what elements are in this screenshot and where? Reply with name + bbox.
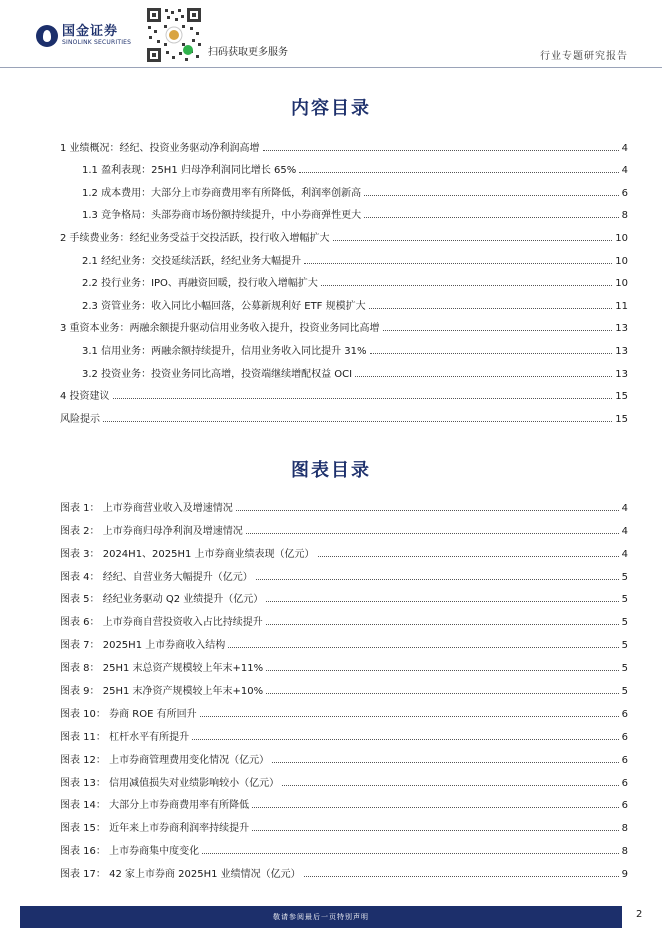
toc-entry[interactable] [60,537,628,560]
toc-leader-dots [113,397,613,399]
toc-entry[interactable] [60,199,628,222]
toc-entry-label: 1 业绩概况：经纪、投资业务驱动净利润高增 [60,142,260,154]
toc-entry-page: 13 [615,368,628,380]
toc-entry[interactable] [60,380,628,403]
toc-entry-label: 2.3 资管业务：收入同比小幅回落，公募新规利好 ETF 规模扩大 [82,300,366,312]
toc-entry-label: 风险提示 [60,413,100,425]
toc-entry-page: 5 [621,617,628,629]
toc-entry[interactable] [60,857,628,880]
toc-entry-page: 6 [621,187,628,199]
toc-entry-page: 15 [615,413,628,425]
toc-entry-label: 图表 5： 经纪业务驱动 Q2 业绩提升（亿元） [60,594,264,606]
toc-leader-dots [304,262,612,264]
content-toc-title: 内容目录 [291,98,371,119]
brand-name-cn: 国金证券 [62,24,119,39]
brand-logo [36,25,131,47]
toc-leader-dots [364,216,619,218]
toc-entry-page: 15 [615,391,628,403]
report-type-label: 行业专题研究报告 [540,51,628,62]
toc-leader-dots [200,715,619,717]
footer-bar [20,906,622,928]
toc-leader-dots [282,784,619,786]
toc-entry-label: 图表 8： 25H1 末总资产规模较上年末+11% [60,663,264,675]
toc-entry[interactable] [60,491,628,514]
toc-entry[interactable] [60,560,628,583]
content-toc-list [60,131,628,425]
toc-entry-page: 5 [621,663,628,675]
toc-entry-label: 图表 6： 上市券商自营投资收入占比持续提升 [60,617,263,629]
toc-leader-dots [263,149,619,151]
toc-entry-label: 图表 17： 42 家上市券商 2025H1 业绩情况（亿元） [60,869,301,881]
toc-leader-dots [252,806,619,808]
toc-entry-page: 6 [621,800,628,812]
toc-entry-label: 1.3 竞争格局：头部券商市场份额持续提升，中小券商弹性更大 [82,210,362,222]
toc-entry-page: 5 [621,640,628,652]
figure-toc-list [60,491,628,880]
toc-leader-dots [192,738,619,740]
toc-leader-dots [299,171,618,173]
toc-entry[interactable] [60,651,628,674]
toc-entry-label: 2.1 经纪业务：交投延续活跃，经纪业务大幅提升 [82,255,302,267]
toc-entry-label: 图表 10： 券商 ROE 有所回升 [60,708,197,720]
toc-entry[interactable] [60,766,628,789]
page-header [0,0,662,70]
toc-leader-dots [333,239,613,241]
toc-entry-page: 4 [621,142,628,154]
toc-entry[interactable] [60,811,628,834]
toc-leader-dots [370,352,613,354]
toc-leader-dots [103,420,612,422]
toc-entry-page: 4 [621,525,628,537]
toc-leader-dots [355,375,612,377]
toc-entry-label: 图表 9： 25H1 末净资产规模较上年末+10% [60,686,264,698]
toc-entry[interactable] [60,221,628,244]
toc-entry[interactable] [60,312,628,335]
toc-entry[interactable] [60,176,628,199]
toc-entry-page: 11 [615,300,628,312]
toc-entry[interactable] [60,743,628,766]
toc-entry[interactable] [60,244,628,267]
toc-entry-page: 5 [621,686,628,698]
toc-entry-label: 3.2 投资业务：投资业务同比高增，投资端继续增配权益 OCI [82,368,353,380]
toc-entry-label: 图表 16： 上市券商集中度变化 [60,846,200,858]
toc-entry-page: 6 [621,731,628,743]
sinolink-logo-icon [36,25,58,47]
toc-leader-dots [369,307,613,309]
toc-leader-dots [304,875,619,877]
toc-entry-page: 6 [621,708,628,720]
toc-leader-dots [266,692,619,694]
toc-entry-page: 13 [615,345,628,357]
toc-entry-label: 2.2 投行业务：IPO、再融资回暖，投行收入增幅扩大 [82,278,318,290]
toc-leader-dots [383,329,613,331]
toc-entry[interactable] [60,674,628,697]
toc-entry-page: 9 [621,869,628,881]
toc-leader-dots [228,646,618,648]
toc-entry-label: 图表 11： 杠杆水平有所提升 [60,731,190,743]
toc-entry-label: 4 投资建议 [60,391,110,403]
toc-entry-label: 图表 12： 上市券商管理费用变化情况（亿元） [60,754,270,766]
toc-entry-page: 10 [615,278,628,290]
toc-leader-dots [266,669,619,671]
footer-disclaimer: 敬请参阅最后一页特别声明 [273,913,369,921]
toc-leader-dots [266,623,619,625]
toc-entry-page: 5 [621,594,628,606]
toc-entry[interactable] [60,720,628,743]
toc-entry[interactable] [60,697,628,720]
toc-entry[interactable] [60,834,628,857]
toc-entry[interactable] [60,289,628,312]
toc-entry-page: 4 [621,548,628,560]
toc-entry-page: 8 [621,846,628,858]
toc-entry-label: 图表 4： 经纪、自营业务大幅提升（亿元） [60,571,253,583]
toc-entry-page: 5 [621,571,628,583]
toc-entry-label: 图表 14： 大部分上市券商费用率有所降低 [60,800,250,812]
toc-entry[interactable] [60,514,628,537]
toc-entry-page: 4 [621,165,628,177]
toc-leader-dots [318,555,619,557]
toc-entry-page: 8 [621,823,628,835]
toc-entry-label: 图表 2： 上市券商归母净利润及增速情况 [60,525,243,537]
toc-entry-page: 4 [621,502,628,514]
toc-leader-dots [321,284,612,286]
toc-entry-label: 1.2 成本费用：大部分上市券商费用率有所降低，利润率创新高 [82,187,362,199]
toc-leader-dots [202,852,619,854]
toc-entry[interactable] [60,402,628,425]
toc-entry-page: 8 [621,210,628,222]
toc-entry-page: 10 [615,232,628,244]
page-number: 2 [636,909,643,920]
toc-entry[interactable] [60,131,628,154]
toc-leader-dots [256,578,619,580]
toc-entry-label: 图表 7： 2025H1 上市券商收入结构 [60,640,226,652]
toc-entry-label: 图表 3： 2024H1、2025H1 上市券商业绩表现（亿元） [60,548,315,560]
toc-entry-page: 13 [615,323,628,335]
header-divider [0,67,662,68]
toc-entry-label: 1.1 盈利表现：25H1 归母净利润同比增长 65% [82,165,297,177]
toc-entry-label: 图表 1： 上市券商营业收入及增速情况 [60,502,233,514]
toc-entry-label: 图表 15： 近年来上市券商利润率持续提升 [60,823,250,835]
toc-leader-dots [246,532,619,534]
toc-entry[interactable] [60,154,628,177]
toc-entry[interactable] [60,334,628,357]
toc-entry[interactable] [60,628,628,651]
toc-leader-dots [272,761,619,763]
scan-for-service-text: 扫码获取更多服务 [208,47,288,58]
toc-entry-label: 图表 13： 信用减值损失对业绩影响较小（亿元） [60,777,280,789]
toc-entry[interactable] [60,789,628,812]
toc-entry[interactable] [60,267,628,290]
toc-entry-label: 3.1 信用业务：两融余额持续提升，信用业务收入同比提升 31% [82,345,367,357]
toc-entry[interactable] [60,357,628,380]
toc-entry[interactable] [60,583,628,606]
toc-leader-dots [252,829,619,831]
brand-name-en: SINOLINK SECURITIES [62,39,132,46]
toc-leader-dots [236,509,619,511]
toc-entry-page: 6 [621,754,628,766]
toc-entry-label: 2 手续费业务：经纪业务受益于交投活跃，投行收入增幅扩大 [60,232,330,244]
figure-toc-title: 图表目录 [291,460,371,481]
toc-entry-label: 3 重资本业务：两融余额提升驱动信用业务收入提升，投资业务同比高增 [60,323,380,335]
toc-entry[interactable] [60,605,628,628]
toc-entry-page: 6 [621,777,628,789]
qr-code-icon[interactable] [145,6,203,64]
toc-leader-dots [364,194,619,196]
toc-leader-dots [266,600,618,602]
toc-entry-page: 10 [615,255,628,267]
